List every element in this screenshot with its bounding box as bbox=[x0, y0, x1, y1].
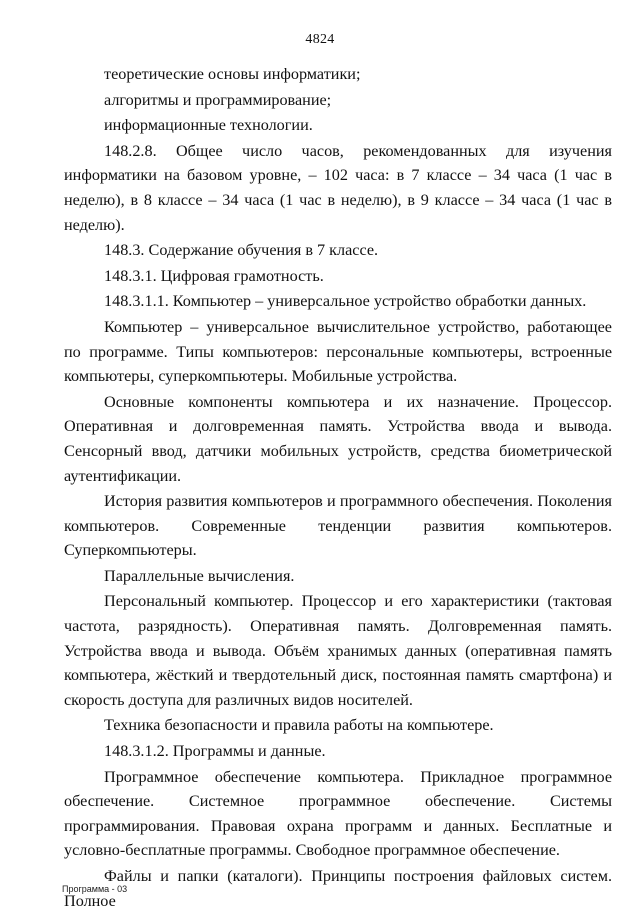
paragraph-components: Основные компоненты компьютера и их назначение. Процессор. Оперативная и долговременная память. Устройства ввода и вывода. Сенсорный ввод, датчики мобильных устройств, средства биометрической аутентификации. bbox=[64, 392, 612, 485]
section-heading-digital-literacy: 148.3.1. Цифровая грамотность. bbox=[104, 266, 324, 285]
paragraph-computer-types: Компьютер – универсальное вычислительное устройство, работающее по программе. Типы компьютеров: персональные компьютеры, встроенные компьютеры, суперкомпьютеры. Мобильные устройства. bbox=[64, 317, 612, 386]
list-item-technologies: информационные технологии. bbox=[104, 116, 313, 135]
paragraph-files: Файлы и папки (каталоги). Принципы построения файловых систем. Полное bbox=[64, 867, 612, 910]
document-body bbox=[64, 62, 612, 913]
section-heading-grade7: 148.3. Содержание обучения в 7 классе. bbox=[104, 241, 379, 260]
paragraph-parallel: Параллельные вычисления. bbox=[104, 566, 295, 585]
section-heading-programs: 148.3.1.2. Программы и данные. bbox=[104, 742, 326, 761]
paragraph-personal-computer: Персональный компьютер. Процессор и его характеристики (тактовая частота, разрядность). Оперативная память. Долговременная память. Устройства ввода и вывода. Объём хранимых данных (оперативная память компьютера, жёсткий и твердотельный диск, постоянная память смартфона) и скорость доступа для различных видов носителей. bbox=[64, 592, 612, 709]
paragraph-history: История развития компьютеров и программного обеспечения. Поколения компьютеров. Современные тенденции развития компьютеров. Суперкомпьютеры. bbox=[64, 492, 612, 560]
paragraph-safety: Техника безопасности и правила работы на компьютере. bbox=[104, 716, 494, 735]
list-item-algorithms: алгоритмы и программирование; bbox=[104, 90, 332, 109]
list-item-theory: теоретические основы информатики; bbox=[104, 65, 361, 83]
paragraph-software: Программное обеспечение компьютера. Прикладное программное обеспечение. Системное программное обеспечение. Системы программирования. Правовая охрана программ и данных. Бесплатные и условно-бесплатные программы. Свободное программное обеспечение. bbox=[64, 767, 612, 860]
section-heading-computer: 148.3.1.1. Компьютер – универсальное устройство обработки данных. bbox=[104, 292, 587, 311]
paragraph-hours: 148.2.8. Общее число часов, рекомендованных для изучения информатики на базовом уровне, – 102 часа: в 7 классе – 34 часа (1 час в неделю), в 8 классе – 34 часа (1 час в неделю), в 9 классе – 34 часа (1 час в неделю). bbox=[64, 141, 612, 234]
page-number: 4824 bbox=[305, 32, 335, 47]
page-footer: Программа - 03 bbox=[62, 884, 128, 894]
